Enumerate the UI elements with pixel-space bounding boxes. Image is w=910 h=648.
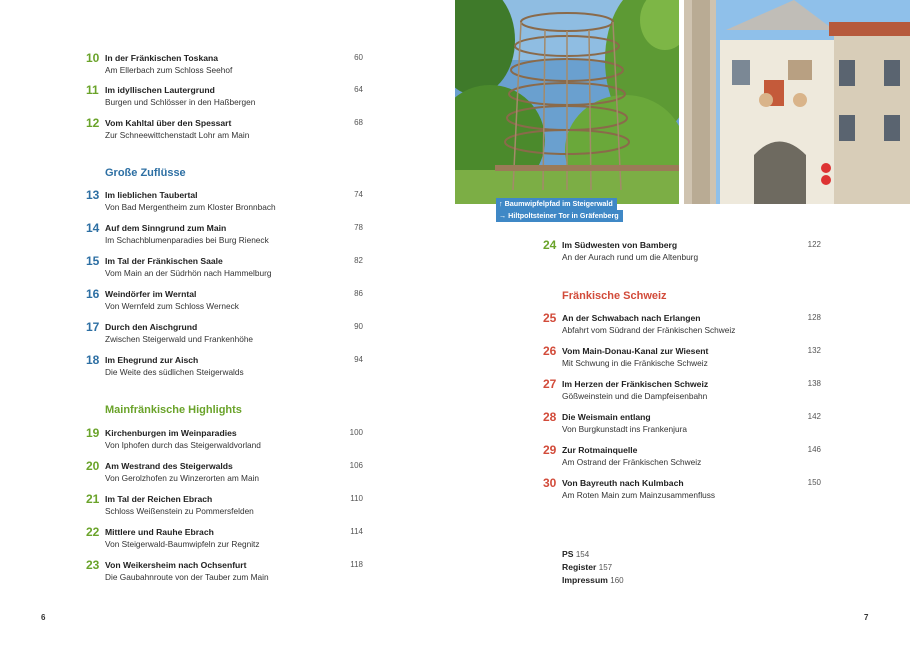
entry-number: 28 bbox=[543, 410, 557, 424]
entry-subtitle: Von Iphofen durch das Steigerwaldvorland bbox=[105, 440, 261, 450]
extra-label: Impressum bbox=[562, 575, 608, 585]
entry-page: 78 bbox=[354, 223, 363, 232]
extra-page: 160 bbox=[610, 576, 624, 585]
entry-title: Kirchenburgen im Weinparadies bbox=[105, 428, 237, 438]
entry-number: 13 bbox=[86, 188, 100, 202]
photo-city-gate bbox=[684, 0, 910, 204]
entry-page: 82 bbox=[354, 256, 363, 265]
entry-page: 86 bbox=[354, 289, 363, 298]
entry-page: 110 bbox=[350, 494, 363, 503]
entry-number: 20 bbox=[86, 459, 100, 473]
entry-number: 25 bbox=[543, 311, 557, 325]
entry-subtitle: Von Wernfeld zum Schloss Werneck bbox=[105, 301, 239, 311]
entry-number: 17 bbox=[86, 320, 100, 334]
entry-number: 16 bbox=[86, 287, 100, 301]
toc-extra-ps[interactable] bbox=[562, 549, 589, 559]
entry-page: 118 bbox=[350, 560, 363, 569]
entry-number: 30 bbox=[543, 476, 557, 490]
entry-page: 106 bbox=[349, 461, 363, 470]
toc-extra-impressum[interactable] bbox=[562, 575, 624, 585]
entry-page: 146 bbox=[807, 445, 821, 454]
entry-title: Von Bayreuth nach Kulmbach bbox=[562, 478, 684, 488]
toc-extra-register[interactable] bbox=[562, 562, 612, 572]
entry-number: 14 bbox=[86, 221, 100, 235]
photo-caption-treetop: ↑ Baumwipfelpfad im Steigerwald bbox=[496, 198, 617, 210]
entry-page: 60 bbox=[354, 53, 363, 62]
extra-label: Register bbox=[562, 562, 597, 572]
page-number-left: 6 bbox=[41, 613, 46, 622]
entry-number: 11 bbox=[86, 83, 99, 97]
entry-page: 132 bbox=[807, 346, 821, 355]
entry-title: Vom Main-Donau-Kanal zur Wiesent bbox=[562, 346, 709, 356]
entry-title: Vom Kahltal über den Spessart bbox=[105, 118, 232, 128]
entry-title: Im Tal der Fränkischen Saale bbox=[105, 256, 223, 266]
extra-page: 154 bbox=[575, 550, 590, 559]
entry-subtitle: Burgen und Schlösser in den Haßbergen bbox=[105, 97, 256, 107]
entry-subtitle: Von Gerolzhofen zu Winzerorten am Main bbox=[105, 473, 260, 483]
entry-subtitle: Die Gaubahnroute von der Tauber zum Main bbox=[105, 572, 269, 582]
entry-subtitle: Am Ostrand der Fränkischen Schweiz bbox=[562, 457, 702, 467]
entry-number: 19 bbox=[86, 426, 100, 440]
entry-subtitle: Gößweinstein und die Dampfeisenbahn bbox=[562, 391, 708, 401]
entry-subtitle: Schloss Weißenstein zu Pommersfelden bbox=[105, 506, 254, 516]
extra-page: 157 bbox=[598, 563, 613, 572]
entry-number: 27 bbox=[543, 377, 557, 391]
page-number-right: 7 bbox=[864, 613, 869, 622]
section-heading-highlights: Mainfränkische Highlights bbox=[105, 404, 242, 416]
entry-title: Zur Rotmainquelle bbox=[562, 445, 638, 455]
photo-treetop-walkway bbox=[455, 0, 679, 204]
entry-page: 94 bbox=[354, 355, 363, 364]
entry-subtitle: Mit Schwung in die Fränkische Schweiz bbox=[562, 358, 708, 368]
entry-title: Im Tal der Reichen Ebrach bbox=[105, 494, 213, 504]
entry-subtitle: Die Weite des südlichen Steigerwalds bbox=[105, 367, 244, 377]
entry-title: Im Südwesten von Bamberg bbox=[562, 240, 678, 250]
entry-page: 100 bbox=[349, 428, 363, 437]
entry-page: 150 bbox=[807, 478, 821, 487]
entry-number: 18 bbox=[86, 353, 100, 367]
entry-page: 128 bbox=[807, 313, 821, 322]
entry-title: Weindörfer im Werntal bbox=[105, 289, 197, 299]
entry-page: 74 bbox=[354, 190, 363, 199]
entry-page: 138 bbox=[807, 379, 821, 388]
entry-subtitle: Vom Main an der Südrhön nach Hammelburg bbox=[105, 268, 272, 278]
entry-title: Die Weismain entlang bbox=[562, 412, 651, 422]
entry-number: 24 bbox=[543, 238, 557, 252]
extra-label: PS bbox=[562, 549, 574, 559]
entry-page: 122 bbox=[807, 240, 821, 249]
entry-title: Im Ehegrund zur Aisch bbox=[105, 355, 199, 365]
entry-subtitle: Zwischen Steigerwald und Frankenhöhe bbox=[105, 334, 254, 344]
entry-title: In der Fränkischen Toskana bbox=[105, 53, 219, 63]
entry-page: 68 bbox=[354, 118, 363, 127]
photo-caption-gate: → Hiltpoltsteiner Tor in Gräfenberg bbox=[496, 210, 623, 222]
entry-title: Mittlere und Rauhe Ebrach bbox=[105, 527, 214, 537]
entry-number: 15 bbox=[86, 254, 100, 268]
entry-subtitle: Von Burgkunstadt ins Frankenjura bbox=[562, 424, 687, 434]
entry-page: 90 bbox=[354, 322, 363, 331]
entry-title: Im lieblichen Taubertal bbox=[105, 190, 198, 200]
entry-number: 26 bbox=[543, 344, 557, 358]
entry-title: An der Schwabach nach Erlangen bbox=[562, 313, 701, 323]
entry-number: 23 bbox=[86, 558, 100, 572]
entry-page: 114 bbox=[350, 527, 363, 536]
entry-title: Durch den Aischgrund bbox=[105, 322, 198, 332]
entry-page: 142 bbox=[807, 412, 821, 421]
entry-subtitle: Von Steigerwald-Baumwipfeln zur Regnitz bbox=[105, 539, 260, 549]
gate-illustration bbox=[684, 0, 910, 204]
entry-number: 10 bbox=[86, 51, 100, 65]
entry-title: Im Herzen der Fränkischen Schweiz bbox=[562, 379, 709, 389]
entry-number: 22 bbox=[86, 525, 100, 539]
entry-number: 21 bbox=[86, 492, 100, 506]
entry-subtitle: Am Ellerbach zum Schloss Seehof bbox=[105, 65, 233, 75]
entry-subtitle: Im Schachblumenparadies bei Burg Rieneck bbox=[105, 235, 269, 245]
entry-subtitle: Zur Schneewittchenstadt Lohr am Main bbox=[105, 130, 250, 140]
entry-subtitle: An der Aurach rund um die Altenburg bbox=[562, 252, 699, 262]
entry-subtitle: Von Bad Mergentheim zum Kloster Bronnbach bbox=[105, 202, 276, 212]
entry-title: Im idyllischen Lautergrund bbox=[105, 85, 215, 95]
entry-subtitle: Abfahrt vom Südrand der Fränkischen Schweiz bbox=[562, 325, 736, 335]
entry-number: 12 bbox=[86, 116, 100, 130]
entry-title: Von Weikersheim nach Ochsenfurt bbox=[105, 560, 247, 570]
entry-subtitle: Am Roten Main zum Mainzusammenfluss bbox=[562, 490, 716, 500]
tower-illustration bbox=[455, 0, 679, 204]
entry-page: 64 bbox=[354, 85, 363, 94]
section-heading-swiss: Fränkische Schweiz bbox=[562, 290, 667, 302]
entry-title: Auf dem Sinngrund zum Main bbox=[105, 223, 227, 233]
entry-title: Am Westrand des Steigerwalds bbox=[105, 461, 233, 471]
entry-number: 29 bbox=[543, 443, 557, 457]
section-heading-rivers: Große Zuflüsse bbox=[105, 167, 186, 179]
